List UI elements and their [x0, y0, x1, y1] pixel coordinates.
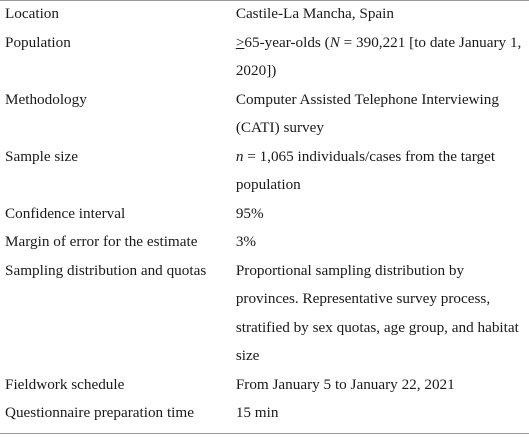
row-label: Methodology — [5, 90, 87, 108]
variable-n: n — [235, 147, 244, 165]
row-value — [236, 29, 529, 86]
greater-equal-symbol: > — [235, 33, 245, 51]
row-value — [236, 143, 529, 200]
row-label: Sample size — [5, 147, 78, 165]
row-value: 3% — [235, 233, 257, 250]
value-text: 65-year-olds ( — [244, 33, 330, 51]
row-label: Fieldwork schedule — [5, 375, 125, 393]
row-value: Proportional sampling distribution by provinces. Representative survey process, stratified by sex quotas, age group, and habitat size — [235, 261, 519, 364]
row-label: Confidence interval — [5, 204, 126, 222]
table-row-confidence-interval — [0, 200, 529, 229]
value-text: = 1,065 individuals/cases from the target population — [235, 147, 496, 193]
row-value: Castile-La Mancha, Spain — [235, 5, 394, 22]
table-row-location — [0, 0, 529, 29]
row-label: Population — [5, 33, 71, 51]
table-row-methodology — [0, 86, 529, 143]
table-row-questionnaire-time — [0, 399, 529, 428]
table-bottom-rule — [0, 433, 529, 434]
row-label: Sampling distribution and quotas — [5, 261, 207, 279]
table-row-sampling-distribution — [0, 257, 529, 371]
row-value: 95% — [235, 204, 264, 222]
row-label: Location — [5, 5, 59, 22]
row-value: Computer Assisted Telephone Interviewing (CATI) survey — [235, 90, 499, 136]
row-value: 15 min — [235, 404, 279, 421]
table-row-population — [0, 29, 529, 86]
value-text: = 390,221 [to date January 1, 2020]) — [235, 33, 522, 79]
row-label: Margin of error for the estimate — [5, 233, 198, 250]
table-row-margin-of-error — [0, 228, 529, 257]
variable-n: N — [329, 33, 340, 51]
table-row-fieldwork-schedule — [0, 371, 529, 400]
row-label: Questionnaire preparation time — [5, 404, 194, 421]
table-row-sample-size — [0, 143, 529, 200]
row-value: From January 5 to January 22, 2021 — [235, 375, 455, 393]
